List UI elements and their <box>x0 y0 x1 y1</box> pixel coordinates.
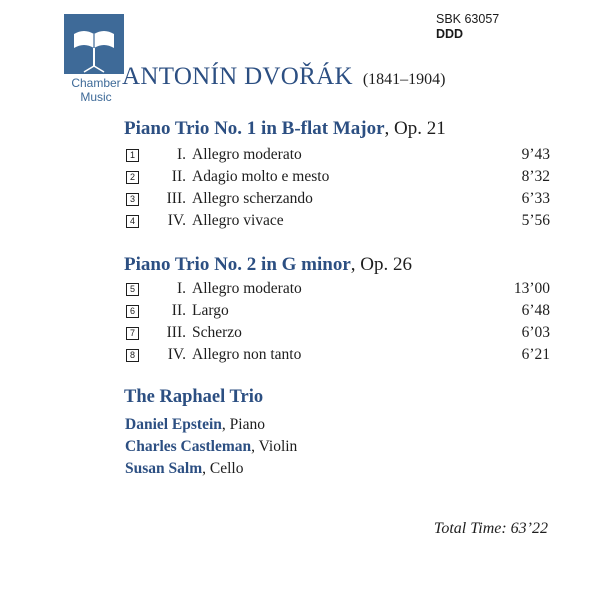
movement-number: III. <box>166 190 186 207</box>
performer-list <box>125 414 297 480</box>
track-row <box>126 278 552 300</box>
movement-name: Adagio molto e mesto <box>192 168 330 185</box>
track-time: 6’48 <box>521 302 550 319</box>
track-time: 5’56 <box>521 212 550 229</box>
track-time: 6’21 <box>521 346 550 363</box>
track-row <box>126 322 552 344</box>
total-time <box>434 520 548 538</box>
track-row <box>126 344 552 366</box>
movement-name: Allegro non tanto <box>192 346 302 363</box>
performer-name: Susan Salm <box>125 460 203 477</box>
composer-name: ANTONÍN DVOŘÁK <box>122 63 353 90</box>
composer-years: (1841–1904) <box>362 71 446 88</box>
performer <box>125 458 297 480</box>
track-index: 3 <box>126 193 139 206</box>
work-opus: , Op. 21 <box>384 118 446 139</box>
performer <box>125 436 297 458</box>
music-stand-icon <box>64 14 124 74</box>
movement-number: IV. <box>167 212 186 229</box>
track-time: 9’43 <box>521 146 550 163</box>
work-title <box>124 254 412 276</box>
composer-heading <box>122 63 445 91</box>
movement-name: Allegro moderato <box>192 280 302 297</box>
catalog-info <box>436 12 499 42</box>
track-time: 6’03 <box>521 324 550 341</box>
movement-name: Allegro vivace <box>192 212 284 229</box>
track-time: 6’33 <box>521 190 550 207</box>
performer-instrument: , Piano <box>221 416 265 433</box>
work-opus: , Op. 26 <box>350 254 413 275</box>
track-index: 7 <box>126 327 139 340</box>
performer-instrument: , Violin <box>251 438 298 455</box>
track-index: 4 <box>126 215 139 228</box>
recording-format: DDD <box>436 27 464 41</box>
track-time: 13’00 <box>513 280 550 297</box>
performer-name: Charles Castleman <box>125 438 252 455</box>
work-name: Piano Trio No. 1 in B-flat Major <box>124 118 385 139</box>
movement-number: II. <box>171 302 186 319</box>
work-name: Piano Trio No. 2 in G minor <box>124 254 351 275</box>
movement-number: III. <box>166 324 186 341</box>
movement-name: Allegro moderato <box>192 146 302 163</box>
movement-number: II. <box>171 168 186 185</box>
track-row <box>126 144 552 166</box>
track-index: 6 <box>126 305 139 318</box>
tracklist <box>126 144 552 232</box>
work-title <box>124 118 446 140</box>
tracklist <box>126 278 552 366</box>
movement-name: Allegro scherzando <box>192 190 313 207</box>
total-time-label: Total Time: <box>433 520 511 537</box>
track-index: 5 <box>126 283 139 296</box>
track-row <box>126 166 552 188</box>
catalog-number: SBK 63057 <box>436 12 500 26</box>
logo-caption-line1: Chamber <box>71 76 121 90</box>
performer-instrument: , Cello <box>202 460 244 477</box>
track-time: 8’32 <box>521 168 550 185</box>
performer-name: Daniel Epstein <box>125 416 222 433</box>
movement-number: I. <box>176 280 186 297</box>
track-row <box>126 188 552 210</box>
track-index: 2 <box>126 171 139 184</box>
total-time-value: 63’22 <box>510 520 548 537</box>
performer <box>125 414 297 436</box>
movement-number: I. <box>176 146 186 163</box>
movement-number: IV. <box>167 346 186 363</box>
movement-name: Largo <box>192 302 229 319</box>
track-index: 1 <box>126 149 139 162</box>
track-index: 8 <box>126 349 139 362</box>
track-row <box>126 300 552 322</box>
track-row <box>126 210 552 232</box>
logo-caption-line2: Music <box>80 90 112 104</box>
movement-name: Scherzo <box>192 324 242 341</box>
ensemble-name: The Raphael Trio <box>124 387 264 407</box>
